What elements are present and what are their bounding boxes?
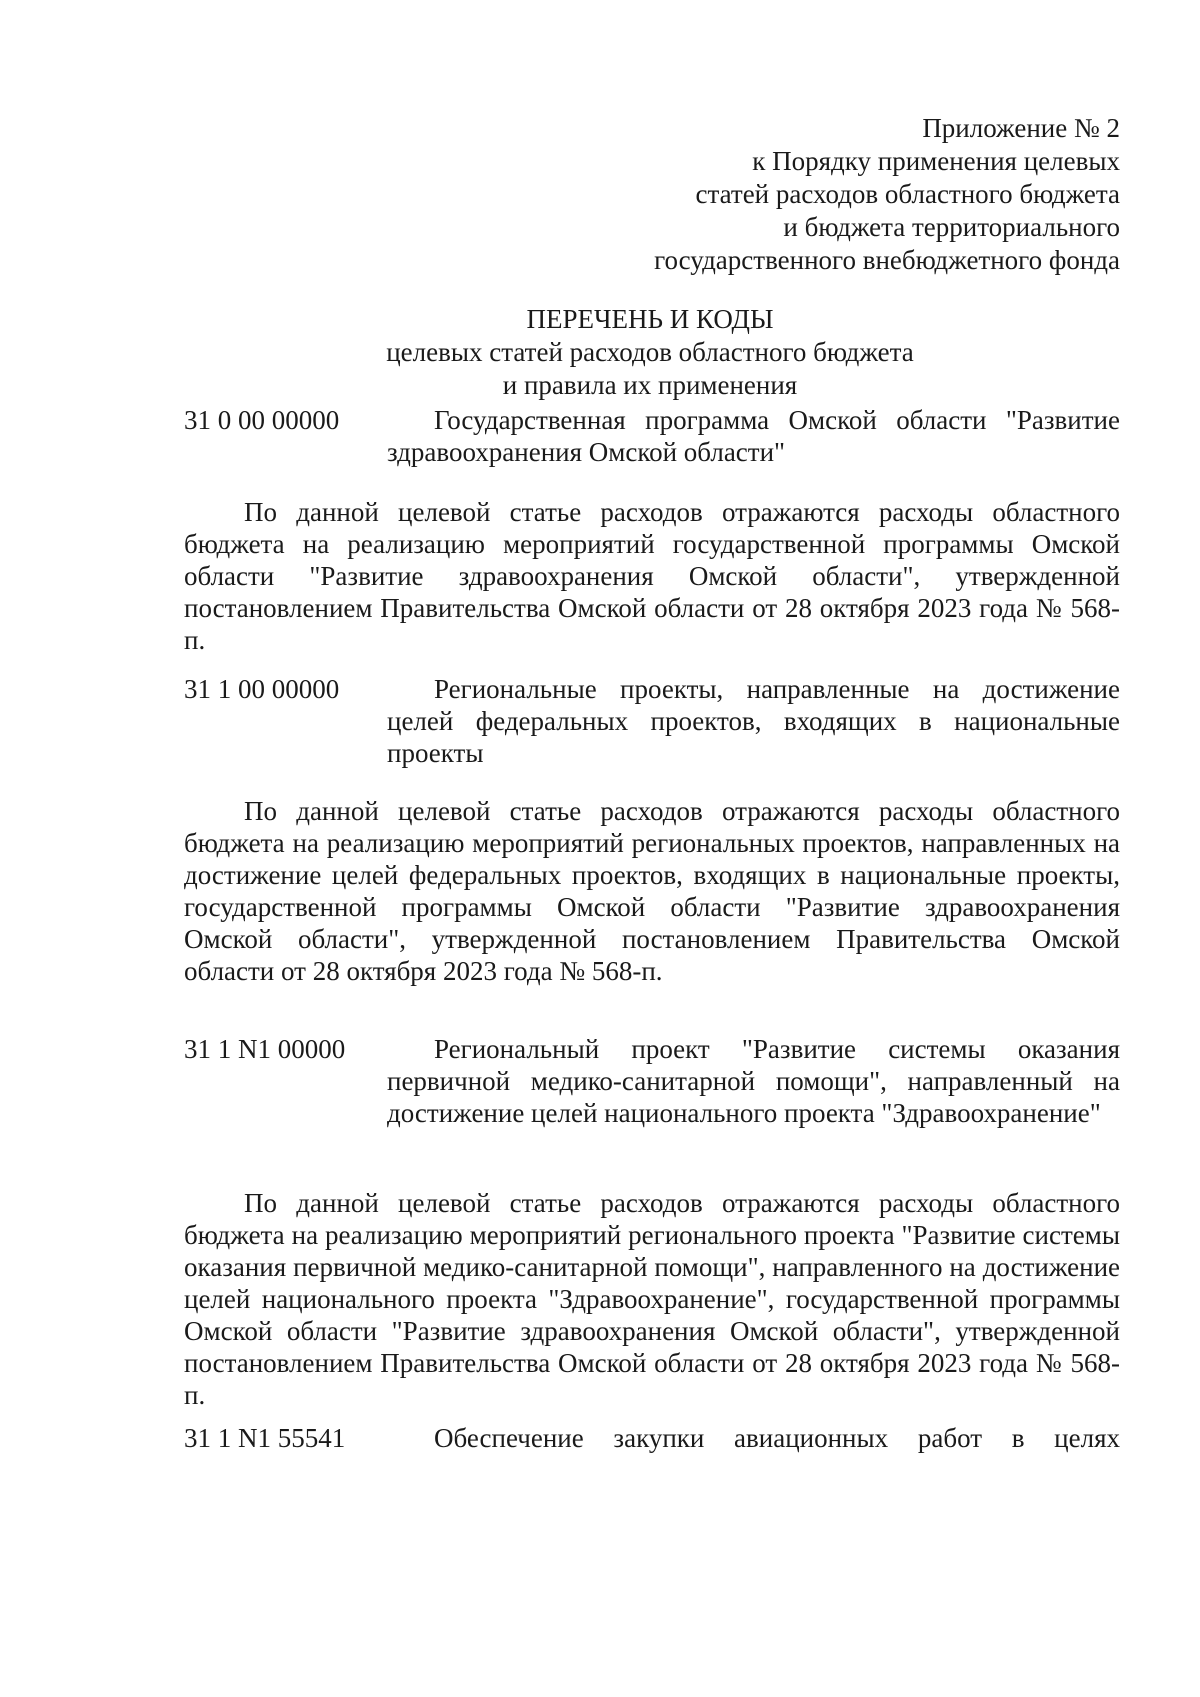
budget-entry — [184, 404, 1120, 468]
appendix-line: статей расходов областного бюджета — [695, 179, 1120, 209]
appendix-line: Приложение № 2 — [922, 113, 1120, 143]
entry-code: 31 0 00 00000 — [184, 405, 340, 435]
entry-description: По данной целевой статье расходов отражаются расходы областного бюджета на реализацию мероприятий регионального проекта "Развитие системы оказания первичной медико-санитарной помощи", направленного на достижение целей национального проекта "Здравоохранение", государственной программы Омской области "Развитие здравоохранения Омской области", утвержденной постановлением Правительства Омской области от 28 октября 2023 года № 568-п. — [184, 1188, 1120, 1410]
budget-entry — [184, 1033, 1120, 1129]
entry-description: По данной целевой статье расходов отражаются расходы областного бюджета на реализацию мероприятий государственной программы Омской области "Развитие здравоохранения Омской области", утвержденной постановлением Правительства Омской области от 28 октября 2023 года № 568-п. — [184, 497, 1120, 655]
entry-name: Региональный проект "Развитие системы оказания первичной медико-санитарной помощи", направленный на достижение целей национального проекта "Здравоохранение" — [387, 1034, 1120, 1128]
entry-name: Региональные проекты, направленные на достижение целей федеральных проектов, входящих в национальные проекты — [387, 674, 1120, 768]
budget-entry — [184, 673, 1120, 769]
entry-code: 31 1 00 00000 — [184, 674, 340, 704]
entry-description: По данной целевой статье расходов отражаются расходы областного бюджета на реализацию мероприятий региональных проектов, направленных на достижение целей федеральных проектов, входящих в национальные проекты, государственной программы Омской области "Развитие здравоохранения Омской области", утвержденной постановлением Правительства Омской области от 28 октября 2023 года № 568-п. — [184, 796, 1120, 986]
entry-name: Обеспечение закупки авиационных работ в целях — [434, 1423, 1120, 1453]
title-subtitle: и правила их применения — [502, 370, 798, 400]
entry-code: 31 1 N1 55541 — [184, 1423, 346, 1453]
appendix-line: и бюджета территориального — [783, 212, 1120, 242]
title-subtitle: целевых статей расходов областного бюджета — [386, 337, 914, 367]
entry-name: Государственная программа Омской области "Развитие здравоохранения Омской области" — [387, 405, 1120, 467]
appendix-header — [500, 112, 1120, 277]
document-title — [180, 303, 1120, 402]
appendix-line: государственного внебюджетного фонда — [654, 245, 1120, 275]
budget-entry — [184, 1422, 1120, 1454]
appendix-line: к Порядку применения целевых — [752, 146, 1120, 176]
title-main: ПЕРЕЧЕНЬ И КОДЫ — [526, 304, 774, 334]
entry-code: 31 1 N1 00000 — [184, 1034, 346, 1064]
